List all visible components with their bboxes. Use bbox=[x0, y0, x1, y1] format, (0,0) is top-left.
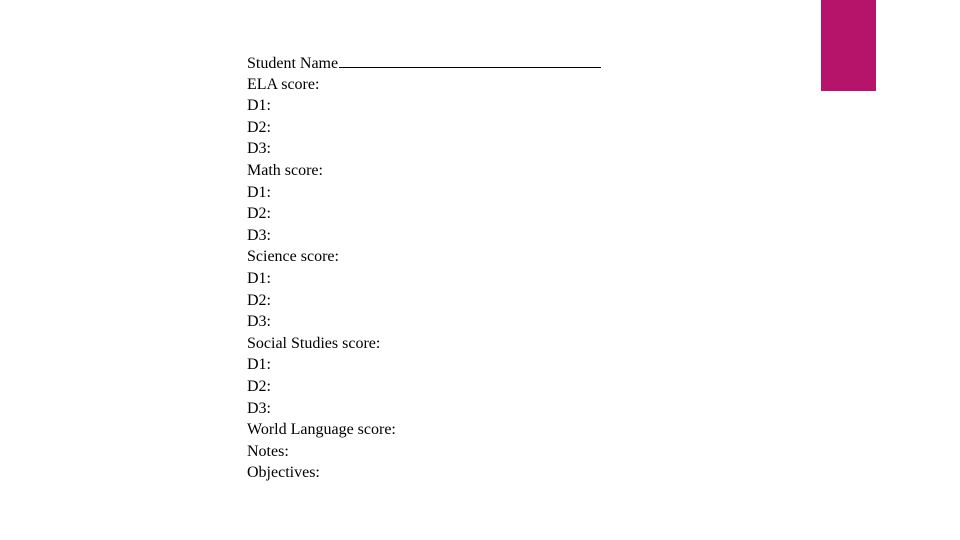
social-studies-score-label: Social Studies score: bbox=[247, 334, 381, 352]
social-studies-d2-label: D2: bbox=[247, 377, 271, 395]
world-language-score-label: World Language score: bbox=[247, 421, 396, 439]
math-score-label: Math score: bbox=[247, 161, 323, 179]
science-d2-label: D2: bbox=[247, 291, 271, 309]
notes-label: Notes: bbox=[247, 442, 289, 460]
student-name-label: Student Name bbox=[247, 55, 339, 72]
science-d1-label: D1: bbox=[247, 269, 271, 287]
social-studies-d1-label: D1: bbox=[247, 356, 271, 374]
objectives-label: Objectives: bbox=[247, 464, 320, 482]
math-d2-label: D2: bbox=[247, 205, 271, 223]
math-d3-label: D3: bbox=[247, 226, 271, 244]
science-d3-label: D3: bbox=[247, 313, 271, 331]
accent-bar bbox=[821, 0, 876, 91]
social-studies-d3-label: D3: bbox=[247, 399, 271, 417]
science-score-label: Science score: bbox=[247, 248, 339, 266]
student-name-blank bbox=[339, 52, 601, 68]
ela-d3-label: D3: bbox=[247, 140, 271, 158]
ela-d1-label: D1: bbox=[247, 97, 271, 115]
ela-d2-label: D2: bbox=[247, 118, 271, 136]
student-score-form bbox=[247, 52, 601, 484]
math-d1-label: D1: bbox=[247, 183, 271, 201]
student-name-line bbox=[247, 52, 601, 74]
ela-score-label: ELA score: bbox=[247, 75, 320, 93]
